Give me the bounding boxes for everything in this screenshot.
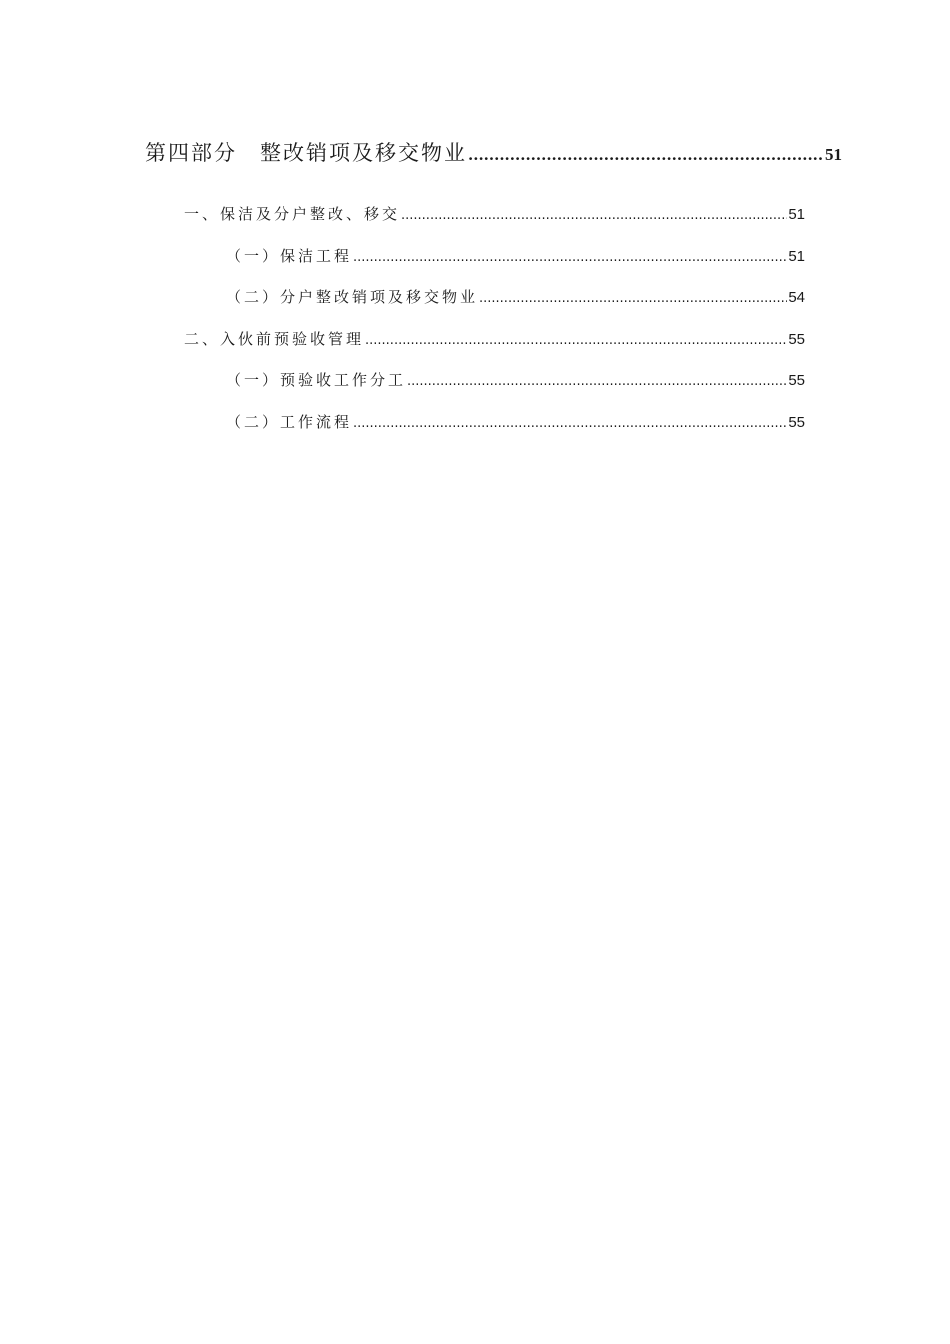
toc-page-number: 51	[825, 145, 842, 164]
toc-dot-leader	[353, 416, 787, 431]
toc-dot-leader	[353, 250, 787, 265]
toc-page-number: 51	[788, 206, 805, 223]
toc-entry-title: （一）预验收工作分工	[226, 371, 407, 389]
toc-page-number: 55	[788, 414, 805, 431]
toc-page-number: 55	[788, 372, 805, 389]
toc-entry-subsection-1-1[interactable]	[226, 245, 805, 266]
toc-part-heading[interactable]	[145, 137, 842, 167]
toc-entry-title: 二、入伙前预验收管理	[184, 330, 365, 348]
toc-entry-title: （一）保洁工程	[226, 247, 353, 265]
toc-entry-title: 一、保洁及分户整改、移交	[184, 205, 401, 223]
toc-entry-subsection-2-2[interactable]	[226, 411, 805, 432]
toc-entry-subsection-2-1[interactable]	[226, 369, 805, 390]
toc-dot-leader	[365, 333, 787, 348]
toc-dot-leader	[401, 208, 787, 223]
toc-entry-title: （二）工作流程	[226, 413, 353, 431]
toc-entry-title: （二）分户整改销项及移交物业	[226, 288, 479, 306]
toc-entry-subsection-1-2[interactable]	[226, 286, 805, 307]
toc-page-number: 54	[788, 289, 805, 306]
toc-part-title: 第四部分 整改销项及移交物业	[145, 141, 467, 165]
toc-dot-leader	[407, 374, 787, 389]
toc-entry-section-2[interactable]	[184, 328, 805, 349]
toc-dot-leader	[468, 146, 824, 164]
toc-entry-section-1[interactable]	[184, 203, 805, 224]
toc-dot-leader	[479, 291, 787, 306]
toc-page-number: 55	[788, 331, 805, 348]
toc-page-number: 51	[788, 248, 805, 265]
